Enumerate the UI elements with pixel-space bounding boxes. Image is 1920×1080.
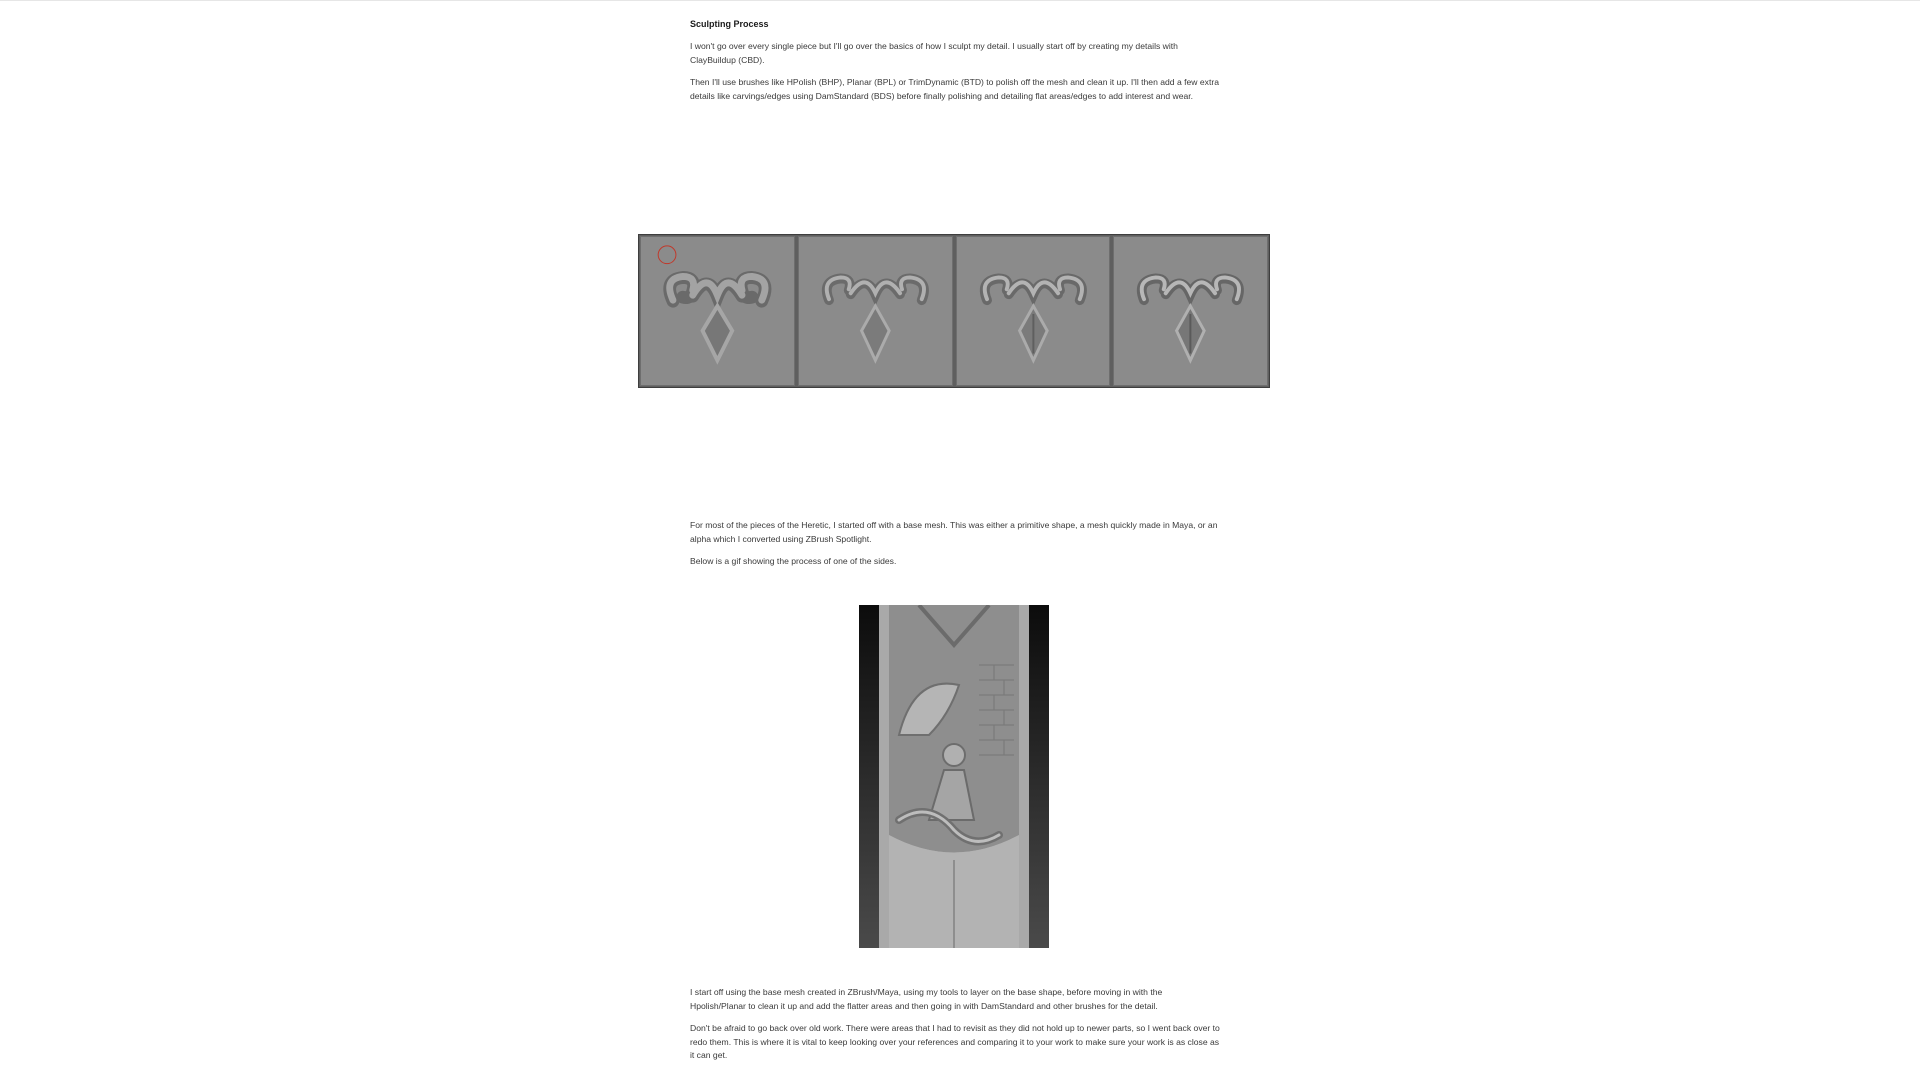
- intro-paragraph-1: I won't go over every single piece but I'll go over the basics of how I sculpt my detail. I usually start off by creating my details with ClayBuildup (CBD).: [690, 41, 1178, 65]
- sculpt-step-3: [956, 236, 1111, 386]
- intro-paragraph-2: Then I'll use brushes like HPolish (BHP), Planar (BPL) or TrimDynamic (BTD) to polish off the mesh and clean it up. I'll then add a few extra details like carvings/edges using DamStandard (BDS) before finally polishing and detailing flat areas/edges to add interest and wear.: [690, 77, 1219, 101]
- ornament-3: [957, 237, 1110, 385]
- sculpt-step-2: [798, 236, 953, 386]
- ornament-2: [799, 237, 952, 385]
- ornament-4: [1114, 237, 1267, 385]
- sculpt-step-4: [1113, 236, 1268, 386]
- relief-carving: [859, 605, 1049, 948]
- middle-block: [690, 519, 1220, 569]
- sculpt-steps-image: [638, 234, 1270, 388]
- end-block: [690, 986, 1220, 1063]
- top-divider: [0, 0, 1920, 1]
- middle-paragraph-1: For most of the pieces of the Heretic, I started off with a base mesh. This was either a primitive shape, a mesh quickly made in Maya, or an alpha which I converted using ZBrush Spotlight.: [690, 520, 1218, 544]
- middle-paragraph-2: Below is a gif showing the process of one of the sides.: [690, 556, 897, 566]
- section-heading: Sculpting Process: [690, 19, 769, 29]
- end-paragraph-2: Don't be afraid to go back over old work. There were areas that I had to revisit as they did not hold up to newer parts, so I went back over to redo them. This is where it is vital to keep looking over your references and comparing it to your work to make sure your work is as close as it can get.: [690, 1023, 1220, 1060]
- end-paragraph-1: I start off using the base mesh created in ZBrush/Maya, using my tools to layer on the base shape, before moving in with the Hpolish/Planar to clean it up and add the flatter areas and then going in with DamStandard and other brushes for the detail.: [690, 987, 1163, 1011]
- sculpt-step-1: [640, 236, 795, 386]
- ornament-1: [641, 237, 794, 385]
- relief-panel-image: [859, 605, 1049, 948]
- intro-block: [690, 17, 1220, 103]
